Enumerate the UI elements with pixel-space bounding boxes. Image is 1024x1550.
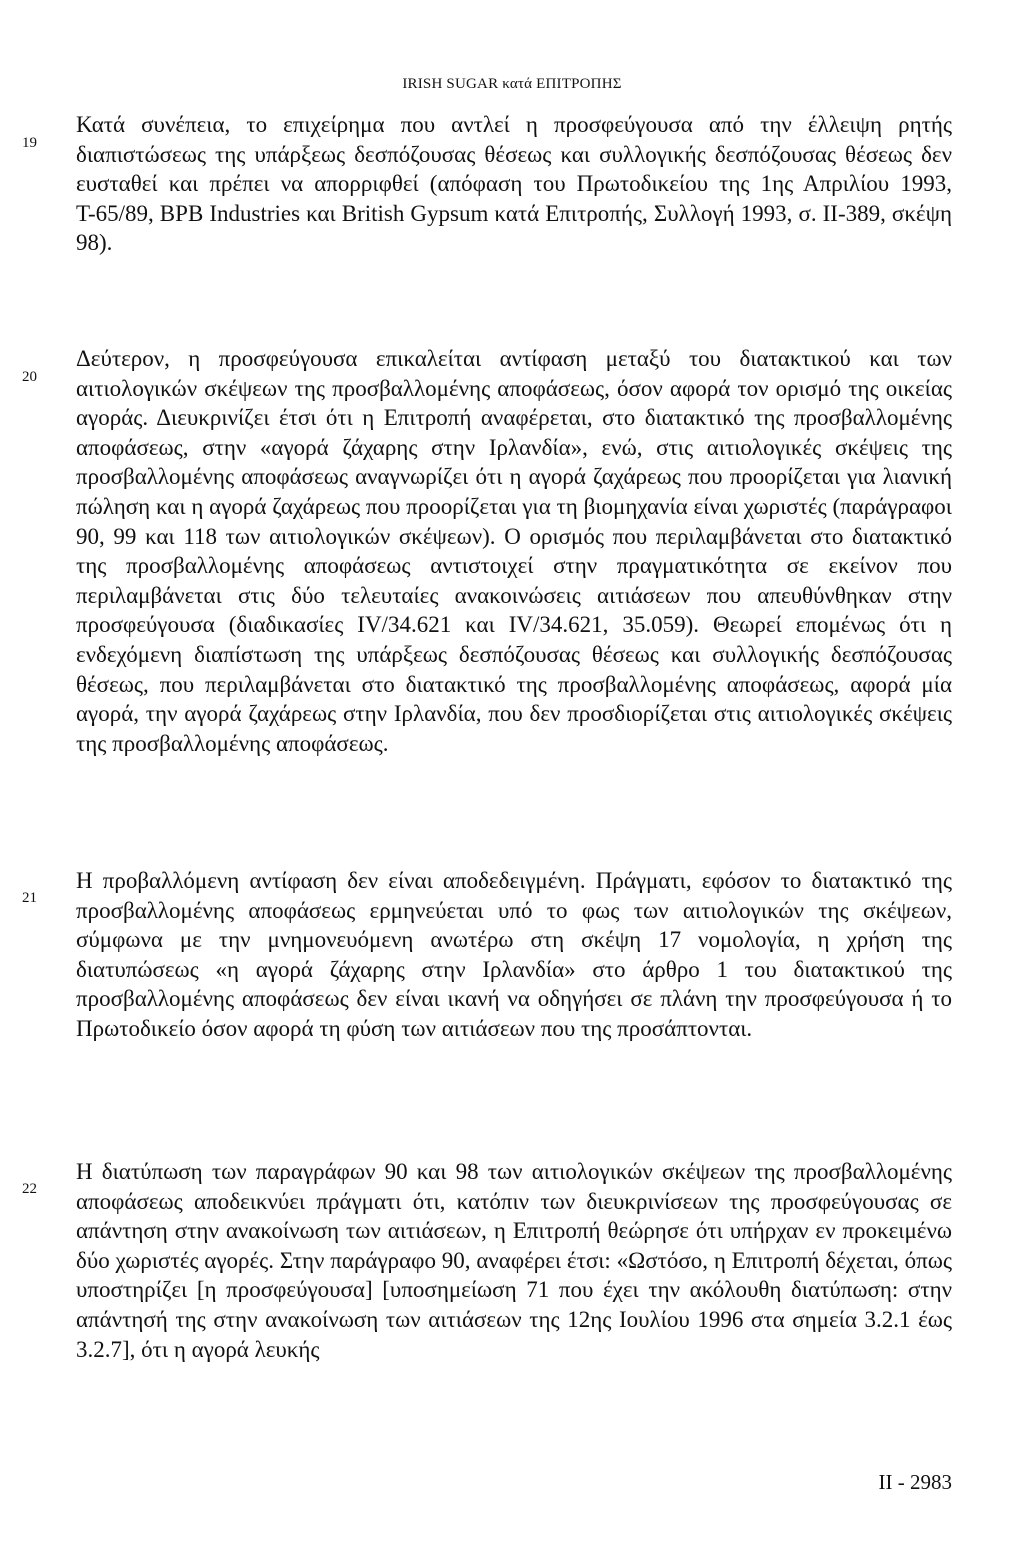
page-number: II - 2983: [878, 1470, 952, 1494]
paragraph-22-text: Η διατύπωση των παραγράφων 90 και 98 των αιτιολογικών σκέψεων της προσβαλλομένης αποφάσεως αποδεικνύει πράγματι ότι, κατόπιν των διευκρινίσεων της προσφεύγουσας σε απάντηση στην ανακοίνωση των αιτιάσεων, η Επιτροπή θεώρησε ότι υπήρχαν εν προκειμένω δύο χωριστές αγορές. Στην παράγραφο 90, αναφέρει έτσι: «Ωστόσο, η Επιτροπή δέχεται, όπως υποστηρίζει [η προσφεύγουσα] [υποσημείωση 71 που έχει την ακόλουθη διατύπωση: στην απάντησή της στην ανακοίνωση των αιτιάσεων της 12ης Ιουλίου 1996 στα σημεία 3.2.1 έως 3.2.7], ότι η αγορά λευκής: [76, 1159, 952, 1362]
paragraph-number-20: 20: [22, 369, 37, 385]
paragraph-number-21: 21: [22, 890, 37, 906]
paragraph-number-22: 22: [22, 1181, 37, 1197]
paragraph-19-text: Κατά συνέπεια, το επιχείρημα που αντλεί η προσφεύγουσα από την έλλειψη ρητής διαπιστώσεως της υπάρξεως δεσπόζουσας θέσεως και συλλογικής δεσπόζουσας θέσεως δεν ευσταθεί και πρέπει να απορριφθεί (απόφαση του Πρωτοδικείου της 1ης Απριλίου 1993, Τ-65/89, BPB Industries και British Gypsum κατά Επιτροπής, Συλλογή 1993, σ. II-389, σκέψη 98).: [76, 112, 952, 256]
paragraph-number-19: 19: [22, 135, 37, 151]
paragraph-21-text: Η προβαλλόμενη αντίφαση δεν είναι αποδεδειγμένη. Πράγματι, εφόσον το διατακτικό της προσβαλλομένης αποφάσεως ερμηνεύεται υπό το φως των αιτιολογικών της σκέψεων, σύμφωνα με την μνημονευόμενη ανωτέρω στη σκέψη 17 νομολογία, η χρήση της διατυπώσεως «η αγορά ζάχαρης στην Ιρλανδία» στο άρθρο 1 του διατακτικού της προσβαλλομένης αποφάσεως δεν είναι ικανή να οδηγήσει σε πλάνη την προσφεύγουσα ή το Πρωτοδικείο όσον αφορά τη φύση των αιτιάσεων που της προσάπτονται.: [76, 868, 952, 1041]
paragraph-20-text: Δεύτερον, η προσφεύγουσα επικαλείται αντίφαση μεταξύ του διατακτικού και των αιτιολογικών σκέψεων της προσβαλλομένης αποφάσεως, όσον αφορά τον ορισμό της οικείας αγοράς. Διευκρινίζει έτσι ότι η Επιτροπή αναφέρεται, στο διατακτικό της προσβαλλομένης αποφάσεως, στην «αγορά ζάχαρης στην Ιρλανδία», ενώ, στις αιτιολογικές σκέψεις της προσβαλλομένης αποφάσεως αναγνωρίζει ότι η αγορά ζαχάρεως που προορίζεται για λιανική πώληση και η αγορά ζαχάρεως που προορίζεται για τη βιομηχανία είναι χωριστές (παράγραφοι 90, 99 και 118 των αιτιολογικών σκέψεων). Ο ορισμός που περιλαμβάνεται στο διατακτικό της προσβαλλομένης αποφάσεως αντιστοιχεί στην πραγματικότητα σε εκείνον που περιλαμβάνεται στις δύο τελευταίες ανακοινώσεις αιτιάσεων που απευθύνθηκαν στην προσφεύγουσα (διαδικασίες IV/34.621 και IV/34.621, 35.059). Θεωρεί επομένως ότι η ενδεχόμενη διαπίστωση της υπάρξεως δεσπόζουσας θέσεως και συλλογικής δεσπόζουσας θέσεως, που περιλαμβάνεται στο διατακτικό της προσβαλλομένης αποφάσεως, αφορά μία αγορά, την αγορά ζαχάρεως στην Ιρλανδία, που δεν προσδιορίζεται στις αιτιολογικές σκέψεις της προσβαλλομένης αποφάσεως.: [76, 346, 952, 756]
running-header: IRISH SUGAR κατά ΕΠΙΤΡΟΠΗΣ: [402, 76, 622, 92]
